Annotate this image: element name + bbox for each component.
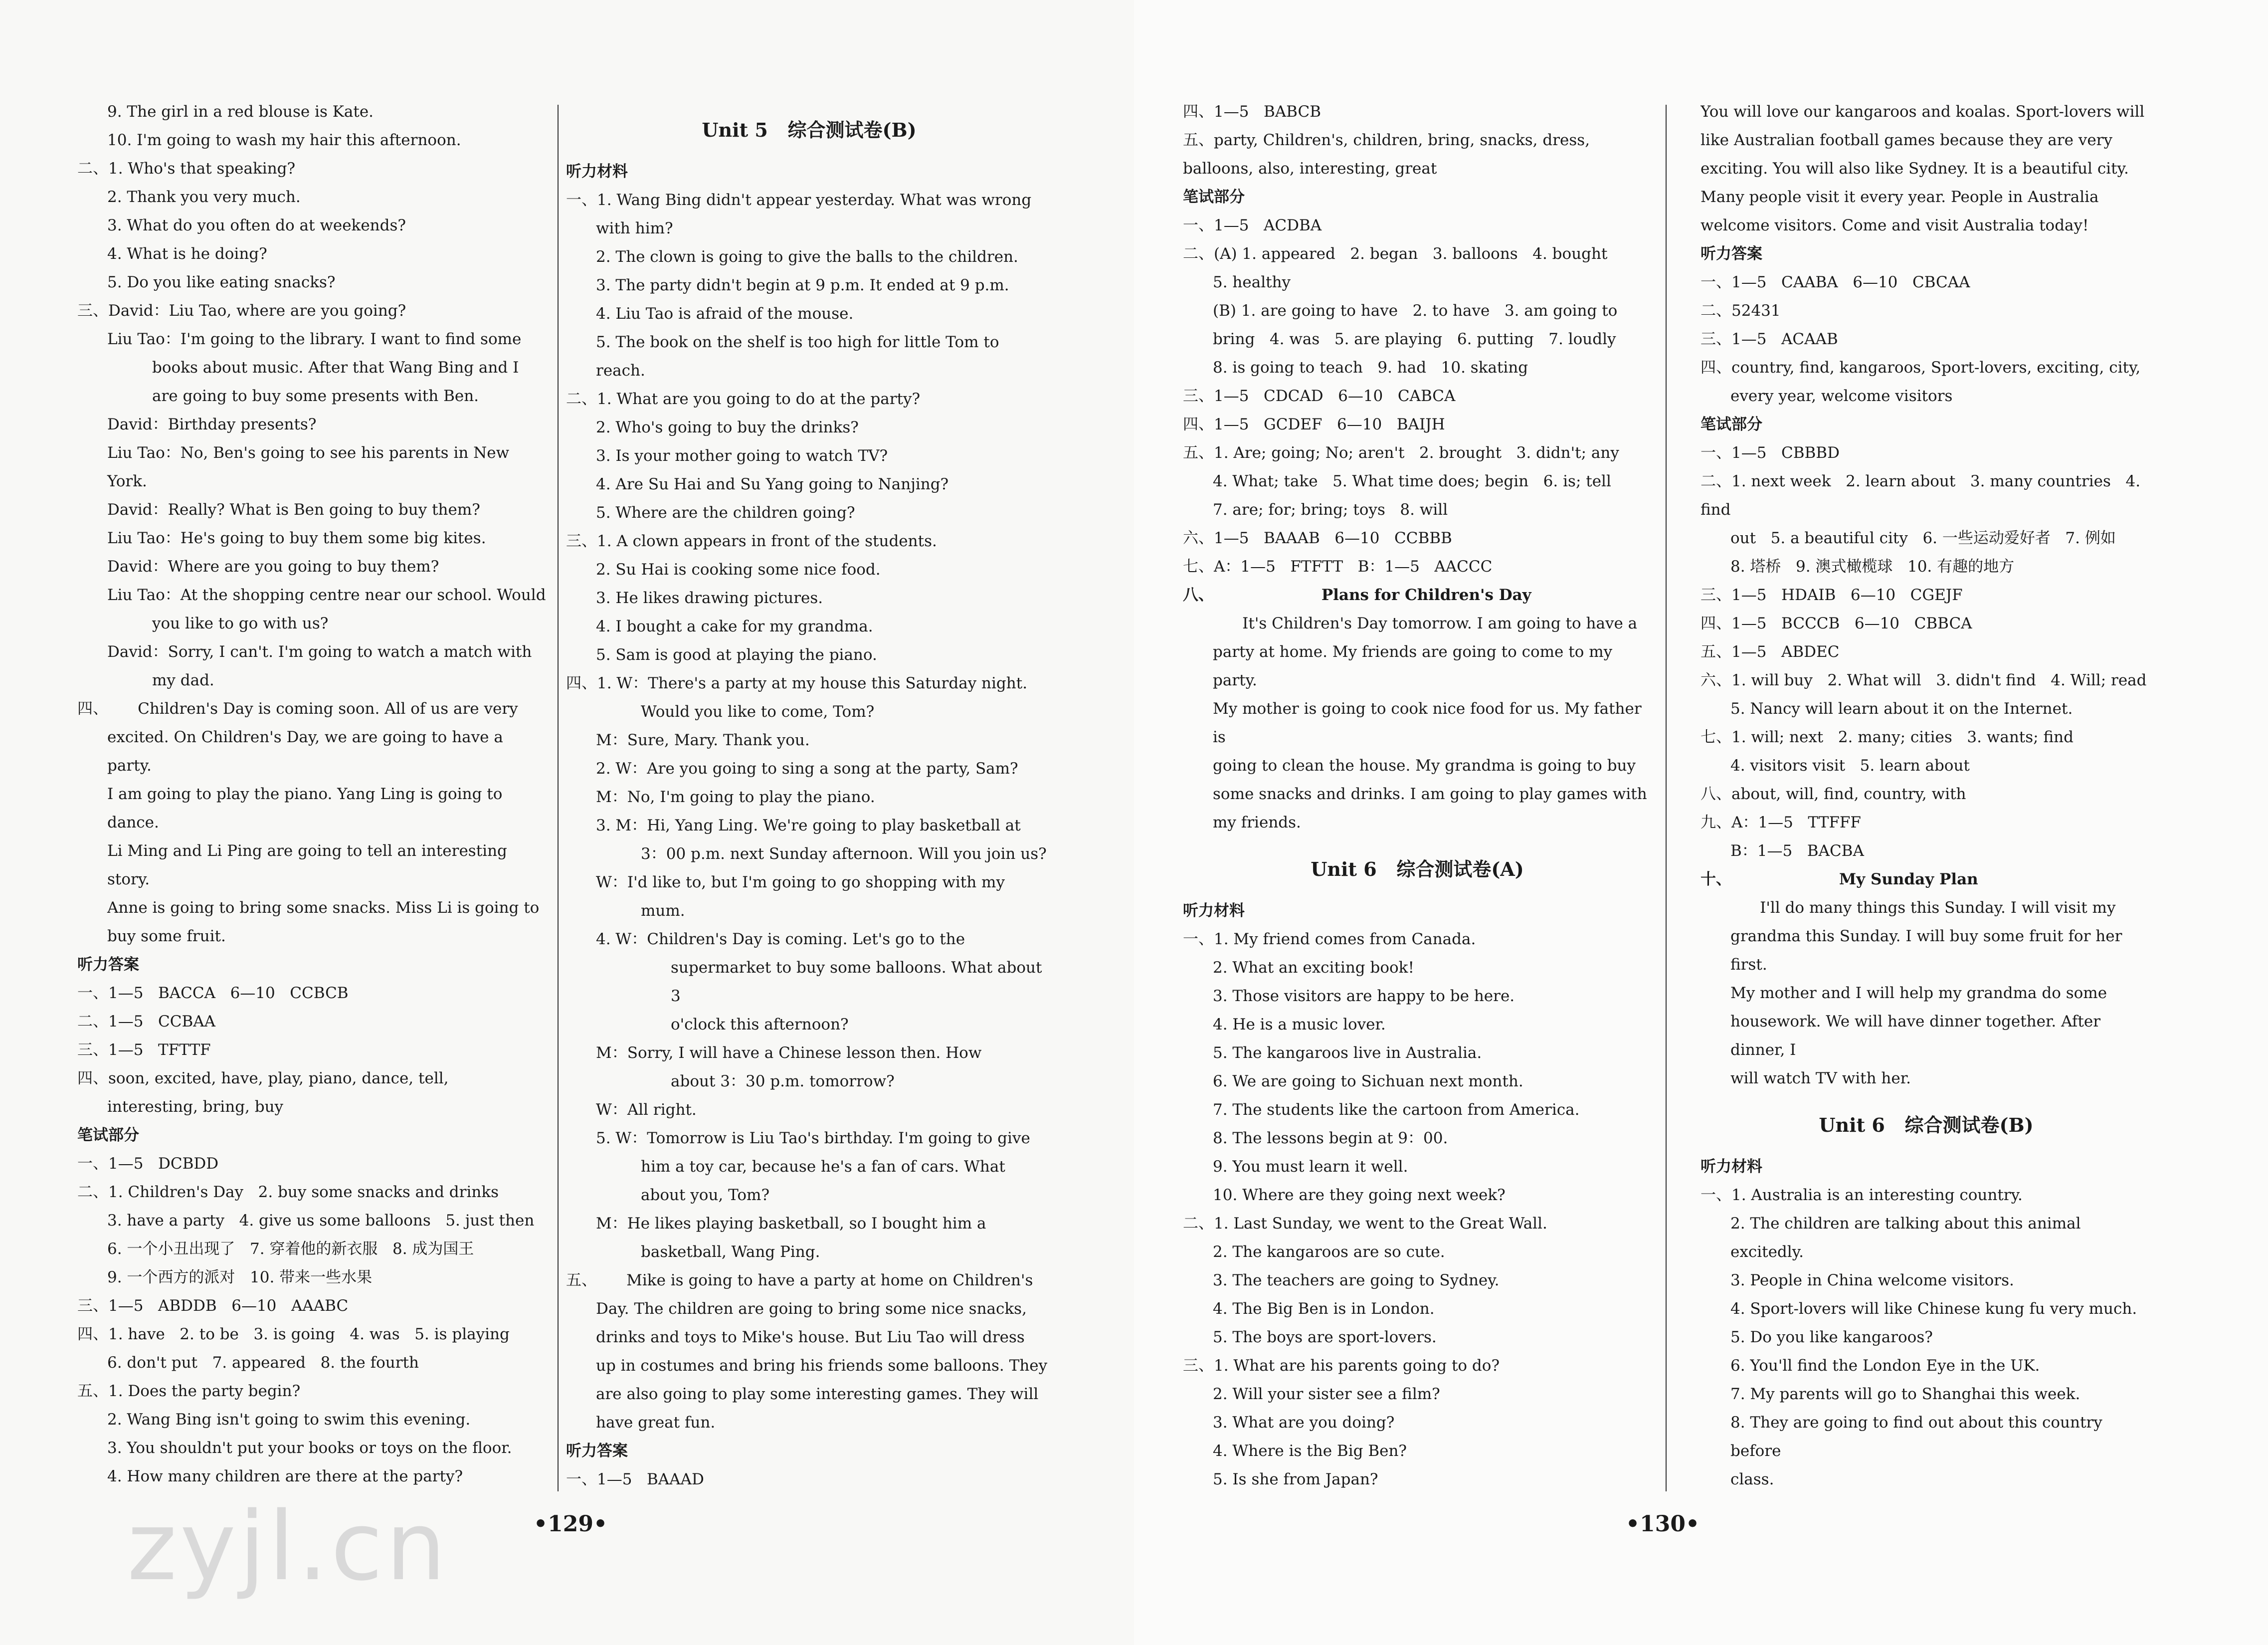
text-line: 十、 My Sunday Plan bbox=[1701, 870, 1978, 888]
text-line: 5. Do you like kangaroos? bbox=[1730, 1328, 1933, 1346]
text-line: 4. The Big Ben is in London. bbox=[1213, 1300, 1435, 1318]
text-line: 5. The kangaroos live in Australia. bbox=[1213, 1044, 1482, 1062]
text-line: 七、1. will; next 2. many; cities 3. wants; find bbox=[1701, 728, 2074, 746]
text-line: 10. Where are they going next week? bbox=[1213, 1186, 1506, 1204]
text-line: 笔试部分 bbox=[1701, 415, 1762, 433]
text-line: 8. is going to teach 9. had 10. skating bbox=[1213, 359, 1528, 377]
text-line: 6. You'll find the London Eye in the UK. bbox=[1730, 1357, 2040, 1375]
text-line: exciting. You will also like Sydney. It is a beautiful city. bbox=[1701, 160, 2129, 178]
text-line: 三、1—5 ABDDB 6—10 AAABC bbox=[77, 1297, 349, 1315]
text-line: 2. Wang Bing isn't going to swim this evening. bbox=[107, 1411, 471, 1429]
text-line: 听力材料 bbox=[566, 163, 628, 181]
text-line: 六、1. will buy 2. What will 3. didn't find 4. Will; read bbox=[1701, 671, 2147, 689]
text-line: going to clean the house. My grandma is going to buy bbox=[1213, 757, 1636, 775]
text-line: I am going to play the piano. Yang Ling is going to dance. bbox=[107, 785, 508, 831]
text-line: 二、1. Who's that speaking? bbox=[77, 160, 296, 178]
text-line: are also going to play some interesting games. They will bbox=[596, 1385, 1039, 1403]
text-line: 二、1. Children's Day 2. buy some snacks and drinks bbox=[77, 1183, 499, 1201]
text-line: (B) 1. are going to have 2. to have 3. am going to bbox=[1213, 302, 1618, 320]
text-line: Anne is going to bring some snacks. Miss Li is going to bbox=[107, 899, 540, 917]
text-line: Liu Tao：He's going to buy them some big kites. bbox=[107, 529, 486, 547]
text-line: 3. Those visitors are happy to be here. bbox=[1213, 987, 1515, 1005]
text-line: 5. Nancy will learn about it on the Internet. bbox=[1730, 700, 2073, 718]
text-line: 2. Thank you very much. bbox=[107, 188, 301, 206]
text-line: interesting, bring, buy bbox=[107, 1098, 284, 1116]
text-line: excited. On Children's Day, we are going to have a party. bbox=[107, 728, 508, 775]
text-line: M：Sure, Mary. Thank you. bbox=[596, 731, 810, 749]
text-line: 3. You shouldn't put your books or toys on the floor. bbox=[107, 1439, 512, 1457]
text-line: 3. What are you doing? bbox=[1213, 1414, 1395, 1432]
text-line: Liu Tao：No, Ben's going to see his parents in New York. bbox=[107, 444, 515, 490]
answer-column-1 bbox=[77, 98, 551, 1494]
text-line: him a toy car, because he's a fan of cars. What bbox=[641, 1158, 1005, 1176]
text-line: Liu Tao：At the shopping centre near our school. Would bbox=[107, 586, 546, 604]
site-watermark: zyjl.cn bbox=[127, 1491, 449, 1602]
text-line: 7. The students like the cartoon from America. bbox=[1213, 1101, 1580, 1119]
text-line: up in costumes and bring his friends some balloons. They bbox=[596, 1357, 1048, 1375]
text-line: 三、1. A clown appears in front of the students. bbox=[566, 532, 937, 550]
text-line: 5. healthy bbox=[1213, 273, 1291, 291]
text-line: drinks and toys to Mike's house. But Liu Tao will dress bbox=[596, 1328, 1025, 1346]
text-line: 二、1—5 CCBAA bbox=[77, 1013, 216, 1030]
text-line: 4. visitors visit 5. learn about bbox=[1730, 757, 1970, 775]
text-line: 一、1. Wang Bing didn't appear yesterday. What was wrong bbox=[566, 191, 1032, 209]
text-line: 6. We are going to Sichuan next month. bbox=[1213, 1072, 1523, 1090]
text-line: are going to buy some presents with Ben. bbox=[152, 387, 479, 405]
text-line: 听力答案 bbox=[77, 956, 139, 974]
section-title: Unit 6 综合测试卷(B) bbox=[1819, 1114, 2034, 1136]
text-line: 2. Who's going to buy the drinks? bbox=[596, 418, 859, 436]
text-line: Liu Tao：I'm going to the library. I want to find some bbox=[107, 330, 522, 348]
text-line: 三、1—5 HDAIB 6—10 CGEJF bbox=[1701, 586, 1963, 604]
text-line: 八、about, will, find, country, with bbox=[1701, 785, 1966, 803]
text-line: 3. What do you often do at weekends? bbox=[107, 216, 406, 234]
text-line: 8. They are going to find out about this country before bbox=[1730, 1414, 2107, 1460]
text-line: 2. The clown is going to give the balls to the children. bbox=[596, 248, 1018, 266]
text-line: 2. The children are talking about this animal excitedly. bbox=[1730, 1215, 2086, 1261]
text-line: 4. Liu Tao is afraid of the mouse. bbox=[596, 305, 854, 323]
text-line: W：All right. bbox=[596, 1101, 697, 1119]
text-line: 3. People in China welcome visitors. bbox=[1730, 1271, 2014, 1289]
text-line: 九、A：1—5 TTFFF bbox=[1701, 814, 1861, 831]
text-line: 二、1. next week 2. learn about 3. many countries 4. find bbox=[1701, 472, 2145, 519]
text-line: 五、 Mike is going to have a party at home on Children's bbox=[566, 1271, 1033, 1289]
text-line: 2. What an exciting book! bbox=[1213, 959, 1414, 977]
text-line: 二、1. What are you going to do at the party? bbox=[566, 390, 921, 408]
text-line: 7. My parents will go to Shanghai this week. bbox=[1730, 1385, 2080, 1403]
text-line: 2. The kangaroos are so cute. bbox=[1213, 1243, 1445, 1261]
text-line: 4. Are Su Hai and Su Yang going to Nanjing? bbox=[596, 475, 949, 493]
text-line: 3. have a party 4. give us some balloons 5. just then bbox=[107, 1212, 535, 1230]
text-line: 6. don't put 7. appeared 8. the fourth bbox=[107, 1354, 419, 1372]
text-line: 三、1—5 TFTTF bbox=[77, 1041, 211, 1059]
text-line: My mother is going to cook nice food for us. My father is bbox=[1213, 700, 1647, 746]
text-line: My mother and I will help my grandma do some bbox=[1730, 984, 2107, 1002]
text-line: 7. are; for; bring; toys 8. will bbox=[1213, 501, 1448, 519]
text-line: 2. W：Are you going to sing a song at the party, Sam? bbox=[596, 760, 1018, 778]
text-line: 3：00 p.m. next Sunday afternoon. Will you join us? bbox=[641, 845, 1047, 863]
text-line: 四、1—5 BABCB bbox=[1183, 103, 1322, 121]
text-line: David：Really? What is Ben going to buy them? bbox=[107, 501, 480, 519]
text-line: 9. The girl in a red blouse is Kate. bbox=[107, 103, 374, 121]
text-line: 三、1—5 ACAAB bbox=[1701, 330, 1838, 348]
text-line: 六、1—5 BAAAB 6—10 CCBBB bbox=[1183, 529, 1452, 547]
text-line: class. bbox=[1730, 1470, 1774, 1488]
text-line: o'clock this afternoon? bbox=[671, 1016, 849, 1033]
text-line: 二、52431 bbox=[1701, 302, 1781, 320]
text-line: about you, Tom? bbox=[641, 1186, 770, 1204]
text-line: supermarket to buy some balloons. What about 3 bbox=[671, 959, 1047, 1005]
text-line: 一、1—5 CAABA 6—10 CBCAA bbox=[1701, 273, 1970, 291]
text-line: 二、(A) 1. appeared 2. began 3. balloons 4. bought bbox=[1183, 245, 1608, 263]
text-line: 2. Su Hai is cooking some nice food. bbox=[596, 561, 881, 579]
text-line: You will love our kangaroos and koalas. Sport-lovers will bbox=[1701, 103, 2145, 121]
text-line: welcome visitors. Come and visit Australia today! bbox=[1701, 216, 2089, 234]
text-line: Would you like to come, Tom? bbox=[641, 703, 875, 721]
text-line: B：1—5 BACBA bbox=[1730, 842, 1864, 860]
column-divider-left bbox=[558, 105, 559, 1491]
text-line: 三、David：Liu Tao, where are you going? bbox=[77, 302, 406, 320]
text-line: 五、1. Are; going; No; aren't 2. brought 3. didn't; any bbox=[1183, 444, 1619, 462]
text-line: 笔试部分 bbox=[1183, 188, 1245, 206]
text-line: 四、1. have 2. to be 3. is going 4. was 5. is playing bbox=[77, 1325, 510, 1343]
text-line: 一、1—5 CBBBD bbox=[1701, 444, 1840, 462]
page-number-left: •129• bbox=[534, 1511, 608, 1537]
text-line: 听力材料 bbox=[1183, 902, 1245, 920]
text-line: 3. M：Hi, Yang Ling. We're going to play basketball at bbox=[596, 817, 1021, 834]
text-line: grandma this Sunday. I will buy some fruit for her first. bbox=[1730, 927, 2127, 974]
text-line: 10. I'm going to wash my hair this afternoon. bbox=[107, 131, 461, 149]
column-divider-right bbox=[1666, 105, 1667, 1491]
text-line: 二、1. Last Sunday, we went to the Great Wall. bbox=[1183, 1215, 1547, 1233]
text-line: 四、1—5 BCCCB 6—10 CBBCA bbox=[1701, 615, 1972, 632]
text-line: Many people visit it every year. People in Australia bbox=[1701, 188, 2099, 206]
text-line: 五、1. Does the party begin? bbox=[77, 1382, 301, 1400]
text-line: David：Birthday presents? bbox=[107, 415, 317, 433]
text-line: David：Where are you going to buy them? bbox=[107, 558, 439, 576]
text-line: will watch TV with her. bbox=[1730, 1069, 1911, 1087]
text-line: M：No, I'm going to play the piano. bbox=[596, 788, 875, 806]
text-line: my friends. bbox=[1213, 814, 1301, 831]
text-line: reach. bbox=[596, 362, 645, 380]
answer-column-4 bbox=[1701, 98, 2152, 1494]
text-line: Li Ming and Li Ping are going to tell an interesting story. bbox=[107, 842, 512, 888]
answer-column-2 bbox=[566, 98, 1052, 1494]
text-line: party at home. My friends are going to come to my party. bbox=[1213, 643, 1618, 689]
text-line: M：Sorry, I will have a Chinese lesson then. How bbox=[596, 1044, 982, 1062]
text-line: 一、1—5 BACCA 6—10 CCBCB bbox=[77, 984, 349, 1002]
text-line: 5. Is she from Japan? bbox=[1213, 1470, 1378, 1488]
text-line: 八、 Plans for Children's Day bbox=[1183, 586, 1531, 604]
text-line: 5. The boys are sport-lovers. bbox=[1213, 1328, 1437, 1346]
text-line: housework. We will have dinner together. After dinner, I bbox=[1730, 1013, 2105, 1059]
text-line: I'll do many things this Sunday. I will visit my bbox=[1730, 899, 2116, 917]
text-line: 6. 一个小丑出现了 7. 穿着他的新衣服 8. 成为国王 bbox=[107, 1240, 474, 1258]
text-line: 4. What; take 5. What time does; begin 6. is; tell bbox=[1213, 472, 1611, 490]
text-line: my dad. bbox=[152, 671, 214, 689]
text-line: 9. You must learn it well. bbox=[1213, 1158, 1408, 1176]
text-line: W：I'd like to, but I'm going to go shopping with my bbox=[596, 873, 1005, 891]
text-line: 3. The teachers are going to Sydney. bbox=[1213, 1271, 1500, 1289]
text-line: 8. 塔桥 9. 澳式橄榄球 10. 有趣的地方 bbox=[1730, 558, 2015, 576]
text-line: 3. The party didn't begin at 9 p.m. It ended at 9 p.m. bbox=[596, 276, 1009, 294]
text-line: 一、1—5 ACDBA bbox=[1183, 216, 1322, 234]
text-line: 5. The book on the shelf is too high for little Tom to bbox=[596, 333, 999, 351]
text-line: 5. Do you like eating snacks? bbox=[107, 273, 336, 291]
text-line: every year, welcome visitors bbox=[1730, 387, 1953, 405]
text-line: 四、country, find, kangaroos, Sport-lovers, exciting, city, bbox=[1701, 359, 2141, 377]
text-line: 一、1. My friend comes from Canada. bbox=[1183, 930, 1476, 948]
text-line: mum. bbox=[641, 902, 685, 920]
text-line: 2. Will your sister see a film? bbox=[1213, 1385, 1440, 1403]
text-line: 七、A：1—5 FTFTT B：1—5 AACCC bbox=[1183, 558, 1493, 576]
text-line: 9. 一个西方的派对 10. 带来一些水果 bbox=[107, 1268, 373, 1286]
text-line: 笔试部分 bbox=[77, 1126, 139, 1144]
text-line: 4. Sport-lovers will like Chinese kung fu very much. bbox=[1730, 1300, 2137, 1318]
text-line: have great fun. bbox=[596, 1414, 716, 1432]
text-line: Day. The children are going to bring some nice snacks, bbox=[596, 1300, 1027, 1318]
text-line: with him? bbox=[596, 219, 673, 237]
text-line: 四、1. W：There's a party at my house this Saturday night. bbox=[566, 674, 1028, 692]
text-line: 8. The lessons begin at 9：00. bbox=[1213, 1129, 1448, 1147]
text-line: 听力材料 bbox=[1701, 1158, 1762, 1176]
text-line: like Australian football games because they are very bbox=[1701, 131, 2112, 149]
text-line: books about music. After that Wang Bing and I bbox=[152, 359, 519, 377]
answer-column-3 bbox=[1183, 98, 1652, 1494]
text-line: It's Children's Day tomorrow. I am going to have a bbox=[1213, 615, 1638, 632]
text-line: 3. Is your mother going to watch TV? bbox=[596, 447, 888, 465]
text-line: David：Sorry, I can't. I'm going to watch a match with bbox=[107, 643, 532, 661]
text-line: balloons, also, interesting, great bbox=[1183, 160, 1437, 178]
text-line: 四、soon, excited, have, play, piano, dance, tell, bbox=[77, 1069, 449, 1087]
text-line: 四、1—5 GCDEF 6—10 BAIJH bbox=[1183, 415, 1445, 433]
text-line: 4. W：Children's Day is coming. Let's go to the bbox=[596, 930, 965, 948]
text-line: 五、party, Children's, children, bring, snacks, dress, bbox=[1183, 131, 1590, 149]
text-line: out 5. a beautiful city 6. 一些运动爱好者 7. 例如 bbox=[1730, 529, 2116, 547]
text-line: 4. Where is the Big Ben? bbox=[1213, 1442, 1407, 1460]
text-line: basketball, Wang Ping. bbox=[641, 1243, 820, 1261]
text-line: some snacks and drinks. I am going to play games with bbox=[1213, 785, 1647, 803]
text-line: buy some fruit. bbox=[107, 927, 226, 945]
text-line: 四、 Children's Day is coming soon. All of us are very bbox=[77, 700, 518, 718]
text-line: 5. W：Tomorrow is Liu Tao's birthday. I'm going to give bbox=[596, 1129, 1030, 1147]
text-line: about 3：30 p.m. tomorrow? bbox=[671, 1072, 895, 1090]
text-line: M：He likes playing basketball, so I bought him a bbox=[596, 1215, 986, 1233]
text-line: 三、1. What are his parents going to do? bbox=[1183, 1357, 1500, 1375]
text-line: 听力答案 bbox=[566, 1442, 628, 1460]
text-line: 4. I bought a cake for my grandma. bbox=[596, 617, 873, 635]
page-number-right: •130• bbox=[1626, 1511, 1700, 1537]
text-line: 5. Where are the children going? bbox=[596, 504, 855, 522]
text-line: 三、1—5 CDCAD 6—10 CABCA bbox=[1183, 387, 1456, 405]
text-line: 一、1—5 BAAAD bbox=[566, 1470, 704, 1488]
text-line: 一、1—5 DCBDD bbox=[77, 1155, 219, 1173]
text-line: 一、1. Australia is an interesting country. bbox=[1701, 1186, 2023, 1204]
text-line: 听力答案 bbox=[1701, 245, 1762, 263]
text-line: 五、1—5 ABDEC bbox=[1701, 643, 1840, 661]
section-title: Unit 5 综合测试卷(B) bbox=[702, 119, 917, 141]
section-title: Unit 6 综合测试卷(A) bbox=[1311, 858, 1524, 880]
text-line: bring 4. was 5. are playing 6. putting 7. loudly bbox=[1213, 330, 1616, 348]
text-line: 3. He likes drawing pictures. bbox=[596, 589, 823, 607]
text-line: 4. He is a music lover. bbox=[1213, 1016, 1386, 1033]
text-line: 5. Sam is good at playing the piano. bbox=[596, 646, 877, 664]
text-line: 4. How many children are there at the party? bbox=[107, 1467, 463, 1485]
text-line: 4. What is he doing? bbox=[107, 245, 267, 263]
text-line: you like to go with us? bbox=[152, 615, 329, 632]
